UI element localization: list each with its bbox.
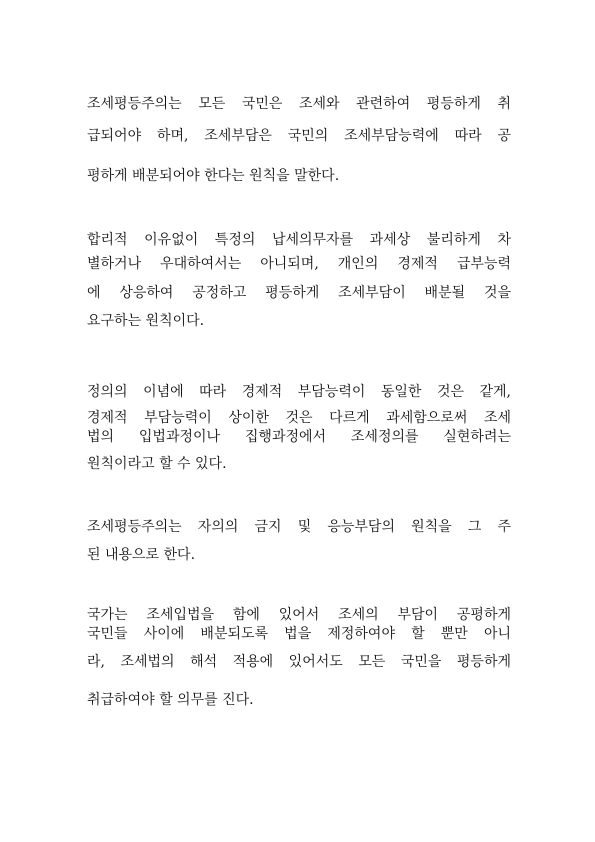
text-line: 별하거나 우대하여서는 아니되며, 개인의 경제적 급부능력 [87, 256, 511, 272]
text-line: 국민들 사이에 배분되도록 법을 제정하여야 할 뿐만 아니 [87, 626, 511, 642]
text-line: 급되어야 하며, 조세부담은 국민의 조세부담능력에 따라 공 [87, 128, 511, 144]
text-line: 정의의 이념에 따라 경제적 부담능력이 동일한 것은 같게, [87, 384, 511, 400]
text-line: 된 내용으로 한다. [87, 547, 196, 563]
text-line: 합리적 이유없이 특정의 납세의무자를 과세상 불리하게 차 [87, 232, 511, 248]
text-line: 취급하여야 할 의무를 진다. [87, 692, 254, 708]
text-line: 요구하는 원칙이다. [87, 313, 205, 329]
text-line: 법의 입법과정이나 집행과정에서 조세정의를 실현하려는 [87, 429, 511, 445]
text-line: 조세평등주의는 모든 국민은 조세와 관련하여 평등하게 취 [87, 96, 511, 112]
text-line: 원칙이라고 할 수 있다. [87, 456, 227, 472]
text-line: 조세평등주의는 자의의 금지 및 응능부담의 원칙을 그 주 [87, 519, 511, 535]
text-line: 평하게 배분되어야 한다는 원칙을 말한다. [87, 168, 340, 184]
text-line: 경제적 부담능력이 상이한 것은 다르게 과세함으로써 조세 [87, 410, 511, 426]
text-line: 국가는 조세입법을 함에 있어서 조세의 부담이 공평하게 [87, 607, 511, 623]
text-line: 라, 조세법의 해석 적용에 있어서도 모든 국민을 평등하게 [87, 654, 511, 670]
text-line: 에 상응하여 공정하고 평등하게 조세부담이 배분될 것을 [87, 285, 511, 301]
